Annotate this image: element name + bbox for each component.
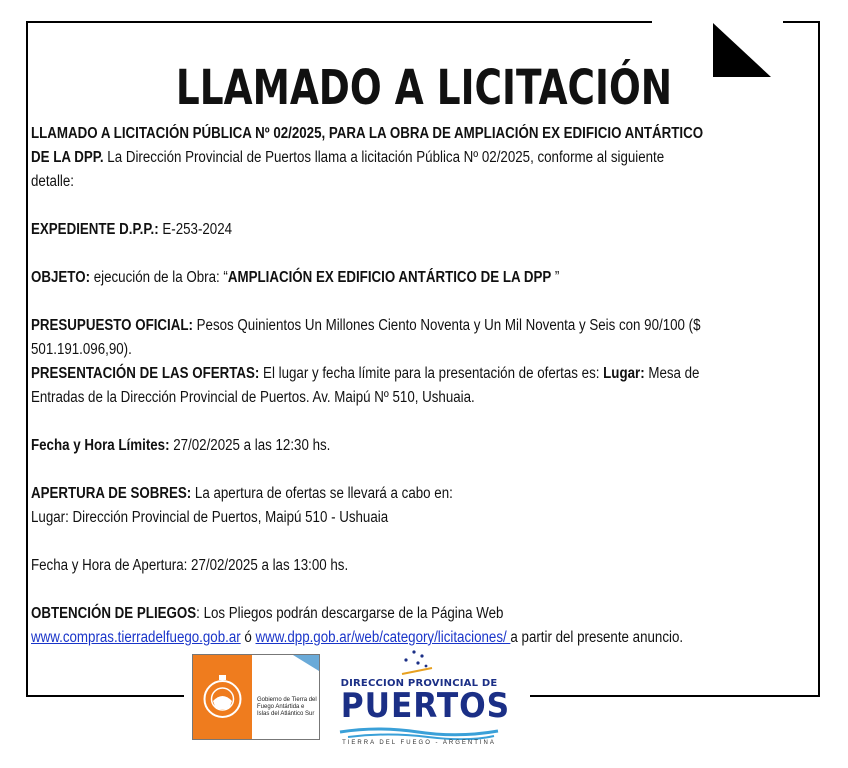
compras-link[interactable]: www.compras.tierradelfuego.gob.ar	[31, 629, 241, 646]
fecha-limite-value: 27/02/2025 a las 12:30 hs.	[169, 437, 331, 454]
expediente-label: EXPEDIENTE D.P.P.:	[31, 221, 159, 238]
apertura-lugar: Lugar: Dirección Provincial de Puertos, Maipú 510 - Ushuaia	[31, 509, 389, 526]
frame-line-bottom-right	[530, 695, 820, 697]
objeto-text: ejecución de la Obra: “	[90, 269, 228, 286]
expediente-value: E-253-2024	[158, 221, 233, 238]
flag-corner-icon	[293, 655, 319, 671]
apertura-fecha: Fecha y Hora de Apertura: 27/02/2025 a las 13:00 hs.	[31, 557, 349, 574]
lugar-value: Mesa de Entradas de la Dirección Provincial de Puertos. Av. Maipú Nº 510, Ushuaia.	[31, 365, 700, 406]
presupuesto-label: PRESUPUESTO OFICIAL:	[31, 317, 193, 334]
fecha-limite-label: Fecha y Hora Límites:	[31, 437, 170, 454]
presentacion-line	[31, 362, 710, 410]
provincial-shield-icon	[193, 655, 252, 739]
presupuesto-value: Pesos Quinientos Un Millones Ciento Noventa y Un Mil Noventa y Seis con 90/100 ($ 501.191.096,90).	[31, 317, 701, 358]
objeto-close: ”	[551, 269, 560, 286]
dpp-logo-line3: TIERRA DEL FUEGO - ARGENTINA	[342, 740, 496, 746]
announcement-body	[31, 122, 710, 650]
pliegos-line	[31, 602, 710, 650]
gobierno-tierra-del-fuego-logo	[192, 654, 320, 740]
page-title: LLAMADO A LICITACIÓN	[175, 60, 673, 116]
objeto-line	[31, 266, 710, 290]
intro-paragraph	[31, 122, 710, 194]
pliegos-label: OBTENCIÓN DE PLIEGOS	[31, 605, 197, 622]
apertura-label: APERTURA DE SOBRES:	[31, 485, 192, 502]
dpp-logo-line1: DIRECCION PROVINCIAL DE	[340, 678, 498, 689]
dpp-puertos-logo	[334, 648, 511, 750]
pliegos-text: : Los Pliegos podrán descargarse de la Página Web	[196, 605, 504, 622]
fecha-limite-line	[31, 434, 710, 458]
objeto-obra: AMPLIACIÓN EX EDIFICIO ANTÁRTICO DE LA DPP	[227, 269, 552, 286]
pliegos-tail: a partir del presente anuncio.	[510, 629, 684, 646]
orange-panel	[193, 655, 252, 739]
apertura-text: La apertura de ofertas se llevará a cabo en:	[191, 485, 453, 502]
presentacion-text: El lugar y fecha límite para la presentación de ofertas es:	[259, 365, 604, 382]
frame-line-right	[818, 21, 820, 697]
intro-text: La Dirección Provincial de Puertos llama a licitación Pública Nº 02/2025, conforme al siguiente detalle:	[31, 149, 665, 190]
presentacion-label: PRESENTACIÓN DE LAS OFERTAS:	[31, 365, 260, 382]
gobierno-logo-text: Gobierno de Tierra del Fuego Antártida e Islas del Atlántico Sur	[257, 697, 317, 717]
frame-line-top-right	[783, 21, 820, 23]
objeto-label: OBJETO:	[31, 269, 91, 286]
frame-line-bottom-left	[26, 695, 184, 697]
pliegos-sep: ó	[240, 629, 256, 646]
expediente-line	[31, 218, 710, 242]
lugar-label: Lugar:	[603, 365, 645, 382]
intro-heading: LLAMADO A LICITACIÓN PÚBLICA Nº 02/2025, PARA LA OBRA DE AMPLIACIÓN EX EDIFICIO ANTÁRTICO DE LA DPP.	[31, 125, 704, 166]
waves-icon	[338, 726, 500, 740]
dpp-licitaciones-link[interactable]: www.dpp.gob.ar/web/category/licitaciones/	[255, 629, 511, 646]
frame-line-top-left	[26, 21, 652, 23]
apertura-line	[31, 482, 710, 506]
presupuesto-line	[31, 314, 710, 362]
dpp-logo-line2: PUERTOS	[340, 686, 511, 726]
stars-icon	[392, 648, 442, 678]
frame-line-left	[26, 21, 28, 697]
